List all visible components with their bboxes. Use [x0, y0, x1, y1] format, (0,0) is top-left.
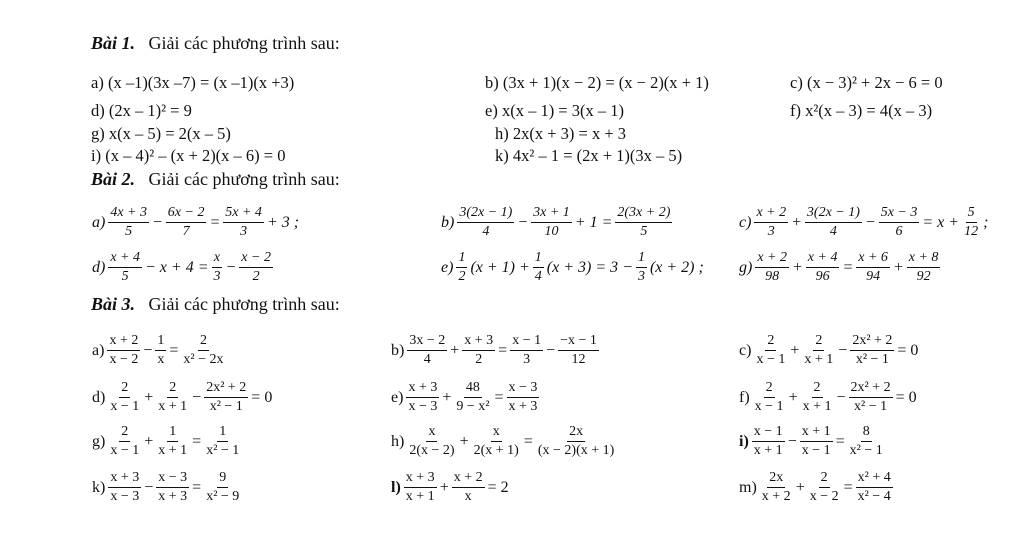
fraction [752, 424, 785, 459]
fraction [108, 380, 141, 415]
equation-term: + 1 = [574, 213, 613, 231]
exercise-1-title: Giải các phương trình sau: [148, 33, 340, 53]
fraction-numerator: 1 [217, 424, 228, 442]
fraction-numerator: 2 [198, 333, 209, 351]
fraction-denominator: x + 1 [802, 399, 832, 414]
fraction-denominator: x² − 1 [854, 399, 888, 414]
fraction-numerator: x [491, 424, 502, 442]
fraction [801, 380, 834, 415]
fraction-numerator: 9 [217, 470, 228, 488]
fraction-denominator: 12 [964, 224, 979, 239]
fraction [962, 205, 980, 240]
fraction-denominator: 3 [637, 269, 645, 284]
fraction-denominator: 9 − x² [456, 399, 490, 414]
fraction-numerator: x − 3 [156, 470, 189, 488]
fraction-numerator: x + 1 [800, 424, 833, 442]
fraction [155, 333, 166, 368]
equation-term: d) [92, 388, 106, 406]
equation-term: = 0 [895, 388, 917, 406]
fraction-numerator: 2 [119, 424, 130, 442]
fraction-denominator: 10 [544, 224, 559, 239]
fraction-numerator: x + 2 [754, 205, 788, 223]
fraction [204, 380, 248, 415]
fraction-denominator: 4 [534, 269, 542, 284]
fraction-numerator: 2 [765, 333, 776, 351]
fraction-numerator: 2x² + 2 [204, 380, 248, 398]
fraction [850, 333, 894, 368]
fraction-numerator: −x − 1 [558, 333, 599, 351]
fraction [404, 470, 437, 505]
equation-term: = [842, 258, 854, 276]
fraction-numerator: x + 3 [404, 470, 437, 488]
fraction-denominator: 3 [767, 224, 775, 239]
fraction [108, 205, 149, 240]
fraction-denominator: x − 1 [754, 399, 784, 414]
fraction-denominator: 2(x − 2) [409, 443, 455, 458]
fraction-numerator: x + 3 [462, 333, 495, 351]
equation-term: = x + [922, 213, 960, 231]
fraction-denominator: x + 3 [158, 489, 188, 504]
fraction-numerator: 2x [567, 424, 585, 442]
ex1-i: i) (x – 4)² – (x + 2)(x – 6) = 0 [91, 146, 286, 165]
fraction-denominator: 5 [640, 224, 648, 239]
fraction-denominator: 4 [829, 224, 837, 239]
fraction-numerator: x + 2 [755, 250, 789, 268]
equation-term: l) [391, 478, 401, 496]
ex1-c: c) (x − 3)² + 2x − 6 = 0 [790, 73, 943, 92]
fraction-numerator: x [212, 250, 222, 268]
equation-term: f) [739, 388, 750, 406]
fraction-denominator: 4 [423, 352, 431, 367]
fraction-numerator: x + 3 [406, 380, 439, 398]
fraction [907, 250, 941, 285]
equation-term: = [843, 478, 853, 496]
equation-term: − [787, 432, 797, 450]
fraction [800, 424, 833, 459]
fraction-denominator: x + 1 [405, 489, 435, 504]
fraction-numerator: 2 [119, 380, 130, 398]
equation-term: e) [441, 258, 454, 276]
equation-term: + [450, 341, 460, 359]
fraction-denominator: x + 3 [508, 399, 538, 414]
fraction-numerator: x [426, 424, 437, 442]
fraction [754, 333, 787, 368]
fraction-numerator: 2x [767, 470, 785, 488]
exercise-3-heading [91, 294, 340, 315]
equation-term: + [790, 341, 800, 359]
fraction-denominator: 3 [523, 352, 531, 367]
fraction-denominator: 12 [571, 352, 586, 367]
equation-term: = [209, 213, 221, 231]
fraction-denominator: x − 1 [756, 352, 786, 367]
fraction-numerator: 1 [636, 250, 647, 268]
fraction-denominator: 7 [182, 224, 190, 239]
ex1-d: d) (2x – 1)² = 9 [91, 101, 192, 120]
fraction-denominator: 98 [765, 269, 780, 284]
fraction-denominator: x + 1 [804, 352, 834, 367]
equation-term: a) [92, 341, 105, 359]
ex1-k: k) 4x² – 1 = (2x + 1)(3x – 5) [495, 146, 683, 165]
fraction [533, 250, 544, 285]
equation-term: − [143, 341, 153, 359]
equation-term: − [546, 341, 556, 359]
fraction-denominator: x − 1 [110, 443, 140, 458]
fraction-denominator: x [157, 352, 165, 367]
fraction-denominator: 96 [815, 269, 830, 284]
ex3-f [738, 380, 918, 415]
equation-term: + [459, 432, 469, 450]
fraction [531, 205, 572, 240]
fraction [212, 250, 223, 285]
fraction-denominator: 4 [482, 224, 490, 239]
fraction [636, 250, 647, 285]
fraction-numerator: 1 [533, 250, 544, 268]
fraction [406, 380, 439, 415]
fraction-denominator: x² − 1 [209, 399, 243, 414]
fraction-numerator: 6x − 2 [166, 205, 207, 223]
fraction-denominator: x² − 1 [855, 352, 889, 367]
exercise-1-number: Bài 1. [91, 33, 136, 53]
equation-term: = [192, 432, 202, 450]
fraction [156, 424, 189, 459]
equation-term: g) [92, 432, 106, 450]
fraction-numerator: x² + 4 [856, 470, 893, 488]
ex2-d [91, 250, 275, 285]
ex3-d [91, 380, 273, 415]
equation-term: − [144, 478, 154, 496]
fraction [407, 424, 456, 459]
fraction [472, 424, 521, 459]
equation-term: = 0 [251, 388, 273, 406]
fraction-numerator: 2(3x + 2) [615, 205, 672, 223]
fraction-denominator: 94 [866, 269, 881, 284]
fraction [856, 250, 890, 285]
fraction [204, 424, 241, 459]
ex3-e [390, 380, 541, 415]
fraction-numerator: 2 [819, 470, 830, 488]
fraction-numerator: x − 3 [507, 380, 540, 398]
equation-term: = 0 [897, 341, 919, 359]
equation-term: = [192, 478, 202, 496]
exercise-3-number: Bài 3. [91, 294, 136, 314]
fraction [407, 333, 447, 368]
fraction-denominator: x − 2 [809, 489, 839, 504]
fraction [802, 333, 835, 368]
equation-term: + [791, 213, 802, 231]
fraction-denominator: x² − 1 [849, 443, 883, 458]
fraction [879, 205, 920, 240]
fraction [754, 205, 788, 240]
equation-term: + [144, 432, 154, 450]
fraction-denominator: 6 [895, 224, 903, 239]
ex3-m [738, 470, 895, 505]
fraction-denominator: (x − 2)(x + 1) [537, 443, 615, 458]
exercise-1-heading [91, 33, 340, 54]
fraction-numerator: x − 1 [510, 333, 543, 351]
fraction-denominator: 3 [213, 269, 221, 284]
equation-term: c) [739, 341, 752, 359]
fraction-numerator: 3x + 1 [531, 205, 572, 223]
ex3-i [738, 424, 887, 459]
exercise-2-title: Giải các phương trình sau: [148, 169, 340, 189]
equation-term: − x + 4 = [145, 258, 209, 276]
fraction-numerator: 3(2x − 1) [805, 205, 862, 223]
fraction-numerator: x + 4 [806, 250, 840, 268]
fraction-denominator: x [464, 489, 472, 504]
equation-term: − [864, 213, 876, 231]
fraction-denominator: 2(x + 1) [473, 443, 519, 458]
fraction-denominator: x + 2 [761, 489, 791, 504]
fraction-numerator: x + 4 [108, 250, 142, 268]
fraction [156, 470, 189, 505]
fraction-denominator: x² − 4 [857, 489, 891, 504]
ex3-c [738, 333, 919, 368]
fraction [753, 380, 786, 415]
fraction-numerator: 8 [861, 424, 872, 442]
fraction-numerator: x + 3 [108, 470, 141, 488]
fraction-numerator: 1 [456, 250, 467, 268]
ex3-h [390, 424, 618, 459]
fraction-numerator: x − 2 [239, 250, 273, 268]
equation-term: = [523, 432, 533, 450]
fraction [108, 424, 141, 459]
equation-term: a) [92, 213, 106, 231]
equation-term: − [838, 341, 848, 359]
fraction-denominator: x − 1 [110, 399, 140, 414]
fraction [755, 250, 789, 285]
equation-term: + [442, 388, 452, 406]
fraction [536, 424, 616, 459]
fraction-denominator: x + 1 [158, 399, 188, 414]
fraction [456, 250, 467, 285]
fraction [806, 250, 840, 285]
fraction [856, 470, 893, 505]
equation-term: h) [391, 432, 405, 450]
fraction-numerator: x − 1 [752, 424, 785, 442]
fraction-denominator: x − 3 [110, 489, 140, 504]
equation-term: k) [92, 478, 106, 496]
fraction [558, 333, 599, 368]
ex2-c [738, 205, 989, 240]
fraction [204, 470, 241, 505]
equation-term: e) [391, 388, 404, 406]
equation-term: − [517, 213, 529, 231]
fraction [223, 205, 264, 240]
fraction-numerator: 2x² + 2 [849, 380, 893, 398]
fraction-denominator: x − 3 [408, 399, 438, 414]
equation-term: − [225, 258, 237, 276]
fraction-numerator: x + 6 [856, 250, 890, 268]
equation-term: g) [739, 258, 753, 276]
equation-term: + [792, 258, 803, 276]
fraction-numerator: 1 [167, 424, 178, 442]
fraction-numerator: 2x² + 2 [850, 333, 894, 351]
fraction-numerator: 2 [167, 380, 178, 398]
equation-term: m) [739, 478, 757, 496]
equation-term: + [439, 478, 449, 496]
equation-term: = [494, 388, 504, 406]
equation-term: = [498, 341, 508, 359]
ex1-f: f) x²(x – 3) = 4(x – 3) [790, 101, 933, 120]
ex3-g [91, 424, 243, 459]
fraction [107, 333, 140, 368]
equation-term: (x + 1) + [470, 258, 530, 276]
fraction [507, 380, 540, 415]
fraction [760, 470, 793, 505]
equation-term: b) [441, 213, 455, 231]
fraction [454, 380, 491, 415]
fraction-denominator: 2 [475, 352, 483, 367]
equation-term: c) [739, 213, 752, 231]
ex1-e: e) x(x – 1) = 3(x – 1) [485, 101, 624, 120]
fraction-numerator: 2 [813, 333, 824, 351]
fraction [615, 205, 672, 240]
equation-term: = 2 [487, 478, 509, 496]
equation-term: (x + 3) = 3 − [546, 258, 633, 276]
fraction [166, 205, 207, 240]
fraction-numerator: 4x + 3 [108, 205, 149, 223]
equation-term: − [152, 213, 163, 231]
fraction-numerator: 5 [966, 205, 977, 223]
fraction-numerator: x + 2 [452, 470, 485, 488]
fraction [462, 333, 495, 368]
fraction-denominator: x² − 2x [183, 352, 224, 367]
fraction-numerator: 5x + 4 [223, 205, 264, 223]
equation-term: + [795, 478, 805, 496]
equation-term: d) [92, 258, 106, 276]
equation-term: b) [391, 341, 405, 359]
fraction [457, 205, 514, 240]
ex1-b: b) (3x + 1)(x − 2) = (x − 2)(x + 1) [485, 73, 709, 92]
fraction-denominator: 3 [240, 224, 248, 239]
fraction [849, 380, 893, 415]
fraction-denominator: x + 1 [158, 443, 188, 458]
fraction-denominator: 92 [916, 269, 931, 284]
fraction-numerator: x + 8 [907, 250, 941, 268]
fraction [181, 333, 225, 368]
equation-term: + 3 ; [266, 213, 300, 231]
ex1-g: g) x(x – 5) = 2(x – 5) [91, 124, 231, 143]
fraction [848, 424, 885, 459]
ex3-a [91, 333, 228, 368]
fraction-denominator: x − 1 [801, 443, 831, 458]
fraction-denominator: 2 [458, 269, 466, 284]
fraction-denominator: 5 [125, 224, 133, 239]
fraction-numerator: 5x − 3 [879, 205, 920, 223]
exercise-2-number: Bài 2. [91, 169, 136, 189]
fraction [239, 250, 273, 285]
fraction-denominator: x − 2 [109, 352, 139, 367]
fraction-denominator: 5 [121, 269, 129, 284]
equation-term: = [169, 341, 179, 359]
ex1-h: h) 2x(x + 3) = x + 3 [495, 124, 627, 143]
ex3-b [390, 333, 601, 368]
ex3-l [390, 470, 510, 505]
fraction-numerator: 1 [155, 333, 166, 351]
fraction-numerator: 2 [764, 380, 775, 398]
equation-term: (x + 2) ; [649, 258, 704, 276]
equation-term: = [835, 432, 845, 450]
fraction [108, 470, 141, 505]
fraction-numerator: 3x − 2 [407, 333, 447, 351]
fraction-numerator: 3(2x − 1) [457, 205, 514, 223]
equation-term: ; [983, 213, 989, 231]
equation-term: − [836, 388, 846, 406]
fraction-numerator: 2 [812, 380, 823, 398]
fraction [452, 470, 485, 505]
fraction [156, 380, 189, 415]
fraction-denominator: 2 [252, 269, 260, 284]
fraction [805, 205, 862, 240]
equation-term: + [788, 388, 798, 406]
exercise-2-heading [91, 169, 340, 190]
exercise-3-title: Giải các phương trình sau: [148, 294, 340, 314]
ex3-k [91, 470, 243, 505]
ex2-b [440, 205, 674, 240]
fraction [808, 470, 841, 505]
equation-term: + [144, 388, 154, 406]
equation-term: i) [739, 432, 749, 450]
ex2-a [91, 205, 300, 240]
ex2-g [738, 250, 942, 285]
fraction-numerator: 48 [464, 380, 482, 398]
fraction-denominator: x² − 1 [206, 443, 240, 458]
equation-term: − [192, 388, 202, 406]
fraction-numerator: x + 2 [107, 333, 140, 351]
equation-term: + [892, 258, 904, 276]
fraction [108, 250, 142, 285]
ex2-e [440, 250, 705, 285]
fraction-denominator: x + 1 [753, 443, 783, 458]
fraction-denominator: x² − 9 [206, 489, 240, 504]
ex1-a: a) (x –1)(3x –7) = (x –1)(x +3) [91, 73, 295, 92]
fraction [510, 333, 543, 368]
